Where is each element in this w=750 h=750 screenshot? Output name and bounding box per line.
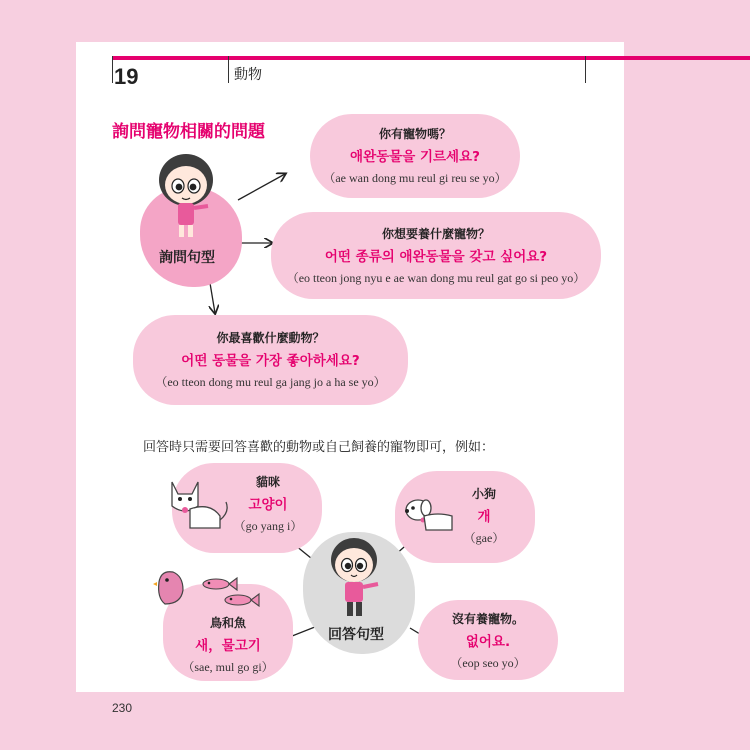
- question-romanization: （ae wan dong mu reul gi reu se yo）: [323, 171, 507, 185]
- answer-korean: 고양이: [248, 497, 288, 513]
- girl-character-icon: [152, 150, 232, 245]
- question-bubble: [310, 114, 520, 198]
- question-romanization: （eo tteon dong mu reul ga jang jo a ha se yo）: [155, 375, 386, 389]
- answer-romanization: （eop seo yo）: [450, 656, 526, 670]
- answer-intro-text: 回答時只需要回答喜歡的動物或自己飼養的寵物即可，例如：: [143, 440, 495, 455]
- bird-and-fish-icon: [153, 564, 263, 614]
- answer-korean: 개: [477, 509, 491, 525]
- answer-romanization: （go yang i）: [233, 519, 303, 533]
- question-korean: 어떤 동물을 가장 좋아하세요?: [181, 353, 360, 369]
- section-title: 詢問寵物相關的問題: [112, 122, 265, 142]
- answer-chinese: 沒有養寵物。: [451, 612, 524, 626]
- answer-korean: 없어요.: [465, 634, 511, 650]
- question-chinese: 你想要養什麼寵物？: [381, 227, 490, 241]
- question-chinese: 你有寵物嗎？: [378, 127, 451, 141]
- answer-korean: 새，물고기: [195, 638, 261, 654]
- boy-character-icon: [320, 532, 400, 632]
- question-bubble: [271, 212, 601, 299]
- question-chinese: 你最喜歡什麼動物？: [216, 331, 325, 345]
- answer-chinese: 貓咪: [255, 475, 280, 489]
- answer-chinese: 鳥和魚: [209, 616, 246, 630]
- cat-icon: [166, 476, 236, 536]
- page-number: 230: [112, 701, 133, 715]
- dog-icon: [404, 494, 464, 539]
- answer-chinese: 小狗: [471, 487, 496, 501]
- answer-romanization: （gae）: [463, 531, 505, 545]
- question-bubble: [133, 315, 408, 405]
- question-hub-label: 詢問句型: [159, 250, 215, 266]
- question-korean: 애완동물을 기르세요?: [350, 149, 480, 165]
- question-romanization: （eo tteon jong nyu e ae wan dong mu reul gat go si peo yo）: [286, 271, 586, 285]
- chapter-number: 19: [114, 64, 139, 89]
- question-korean: 어떤 종류의 애완동물을 갖고 싶어요?: [324, 249, 548, 265]
- answer-hub-label: 回答句型: [328, 627, 384, 643]
- answer-bubble-no-pet: [418, 600, 558, 680]
- answer-romanization: （sae, mul go gi）: [182, 660, 274, 674]
- chapter-title: 動物: [234, 67, 262, 83]
